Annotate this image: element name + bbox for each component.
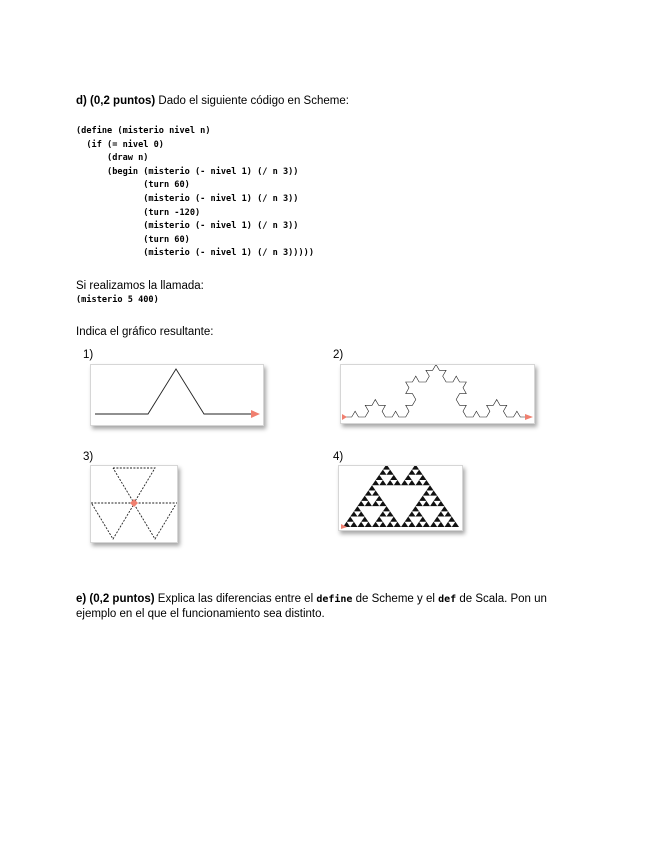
koch-level-3-path	[345, 365, 527, 417]
koch-level-1-path	[95, 369, 251, 414]
turtle-arrow-icon	[251, 410, 260, 418]
sierpinski-cell	[434, 496, 441, 501]
question-e-line2: ejemplo en el que el funcionamiento sea distinto.	[76, 608, 325, 620]
option-1-label: 1)	[83, 349, 94, 361]
sierpinski-cell	[423, 480, 430, 485]
sierpinski-cell	[437, 522, 444, 527]
sierpinski-cell	[445, 511, 452, 516]
sierpinski-cell	[379, 522, 386, 527]
sierpinski-cell	[383, 466, 390, 470]
sierpinski-cell	[379, 470, 386, 475]
option-1-figure[interactable]	[90, 364, 264, 426]
sierpinski-cell	[452, 522, 459, 527]
sierpinski-cell	[350, 511, 357, 516]
sierpinski-cell	[445, 522, 452, 527]
sierpinski-cell	[401, 522, 408, 527]
sierpinski-cell	[372, 501, 379, 506]
option-3-label: 3)	[83, 451, 94, 463]
call-intro: Si realizamos la llamada:	[76, 280, 204, 292]
question-e-text-c: de Scala. Pon un	[456, 593, 547, 605]
sierpinski-cell	[361, 496, 368, 501]
sierpinski-cell	[408, 480, 415, 485]
sierpinski-cell	[412, 506, 419, 511]
sierpinski-cell	[437, 511, 444, 516]
question-e	[76, 592, 547, 607]
sierpinski-cell	[408, 511, 415, 516]
keyword-def: def	[438, 594, 457, 605]
sierpinski-cell	[383, 506, 390, 511]
sierpinski-cell	[448, 517, 455, 522]
scheme-code-block	[76, 125, 314, 261]
code-line: (define (misterio nivel n)	[76, 126, 211, 136]
sierpinski-cell	[405, 517, 412, 522]
sierpinski-cell	[387, 470, 394, 475]
sierpinski-cell	[365, 522, 372, 527]
sierpinski-cell	[387, 480, 394, 485]
option-2-label: 2)	[333, 349, 344, 361]
sierpinski-cell	[358, 501, 365, 506]
sierpinski-cell	[394, 480, 401, 485]
sierpinski-cell	[354, 506, 361, 511]
sierpinski-cell	[408, 470, 415, 475]
sierpinski-cell	[347, 517, 354, 522]
sierpinski-cell	[423, 501, 430, 506]
sierpinski-cell	[441, 506, 448, 511]
sierpinski-cell	[419, 475, 426, 480]
option-4-figure[interactable]	[338, 465, 463, 531]
question-e-label: e) (0,2 puntos)	[76, 593, 155, 605]
question-d-label: d) (0,2 puntos)	[76, 95, 156, 107]
sierpinski-cell	[376, 517, 383, 522]
code-line: (misterio (- nivel 1) (/ n 3)))))	[76, 248, 314, 259]
sierpinski-cell	[358, 511, 365, 516]
sierpinski-triangles	[343, 466, 459, 527]
sierpinski-cell	[379, 511, 386, 516]
triangle-grid-graphic	[91, 466, 177, 542]
sierpinski-cell	[387, 522, 394, 527]
keyword-define: define	[316, 594, 353, 605]
turtle-center-icon	[130, 499, 138, 507]
prompt-text: Indica el gráfico resultante:	[76, 326, 214, 338]
sierpinski-cell	[423, 490, 430, 495]
sierpinski-cell	[376, 475, 383, 480]
question-d-text: Dado el siguiente código en Scheme:	[155, 95, 349, 107]
question-e-text-b: de Scheme y el	[352, 593, 439, 605]
sierpinski-cell	[419, 517, 426, 522]
sierpinski-cell	[394, 522, 401, 527]
sierpinski-cell	[372, 480, 379, 485]
code-line: (turn -120)	[76, 207, 201, 218]
sierpinski-cell	[372, 490, 379, 495]
sierpinski-cell	[405, 475, 412, 480]
sierpinski-cell	[423, 522, 430, 527]
sierpinski-cell	[430, 490, 437, 495]
sierpinski-cell	[416, 511, 423, 516]
turtle-arrow-icon	[525, 414, 533, 420]
sierpinski-cell	[430, 522, 437, 527]
sierpinski-cell	[368, 485, 375, 490]
code-line: (turn 60)	[76, 180, 190, 191]
sierpinski-cell	[416, 522, 423, 527]
koch-level-3-graphic	[341, 365, 534, 423]
sierpinski-cell	[350, 522, 357, 527]
sierpinski-cell	[365, 501, 372, 506]
option-4-label: 4)	[333, 451, 344, 463]
sierpinski-cell	[437, 501, 444, 506]
sierpinski-cell	[401, 480, 408, 485]
code-line: (if (= nivel 0)	[76, 139, 164, 150]
sierpinski-graphic	[339, 466, 462, 530]
sierpinski-cell	[430, 501, 437, 506]
sierpinski-cell	[416, 470, 423, 475]
sierpinski-cell	[387, 511, 394, 516]
turtle-start-icon	[342, 414, 347, 420]
sierpinski-cell	[365, 490, 372, 495]
code-line: (begin (misterio (- nivel 1) (/ n 3))	[76, 166, 299, 177]
sierpinski-cell	[361, 517, 368, 522]
sierpinski-cell	[358, 522, 365, 527]
sierpinski-cell	[419, 496, 426, 501]
question-e-text-a: Explica las diferencias entre el	[154, 593, 317, 605]
sierpinski-cell	[376, 496, 383, 501]
sierpinski-cell	[372, 522, 379, 527]
sierpinski-cell	[412, 466, 419, 470]
sierpinski-cell	[434, 517, 441, 522]
koch-level-1-graphic	[91, 365, 263, 425]
sierpinski-cell	[379, 501, 386, 506]
sierpinski-cell	[416, 501, 423, 506]
option-3-figure[interactable]	[90, 465, 178, 543]
sierpinski-cell	[390, 475, 397, 480]
code-line: (misterio (- nivel 1) (/ n 3))	[76, 221, 299, 232]
code-line: (draw n)	[76, 153, 149, 164]
sierpinski-cell	[416, 480, 423, 485]
sierpinski-cell	[408, 522, 415, 527]
question-d	[76, 94, 349, 109]
code-line: (misterio (- nivel 1) (/ n 3))	[76, 193, 299, 204]
sierpinski-cell	[426, 485, 433, 490]
call-code: (misterio 5 400)	[76, 295, 159, 305]
sierpinski-cell	[390, 517, 397, 522]
sierpinski-cell	[379, 480, 386, 485]
option-2-figure[interactable]	[340, 364, 535, 424]
code-line: (turn 60)	[76, 234, 190, 245]
